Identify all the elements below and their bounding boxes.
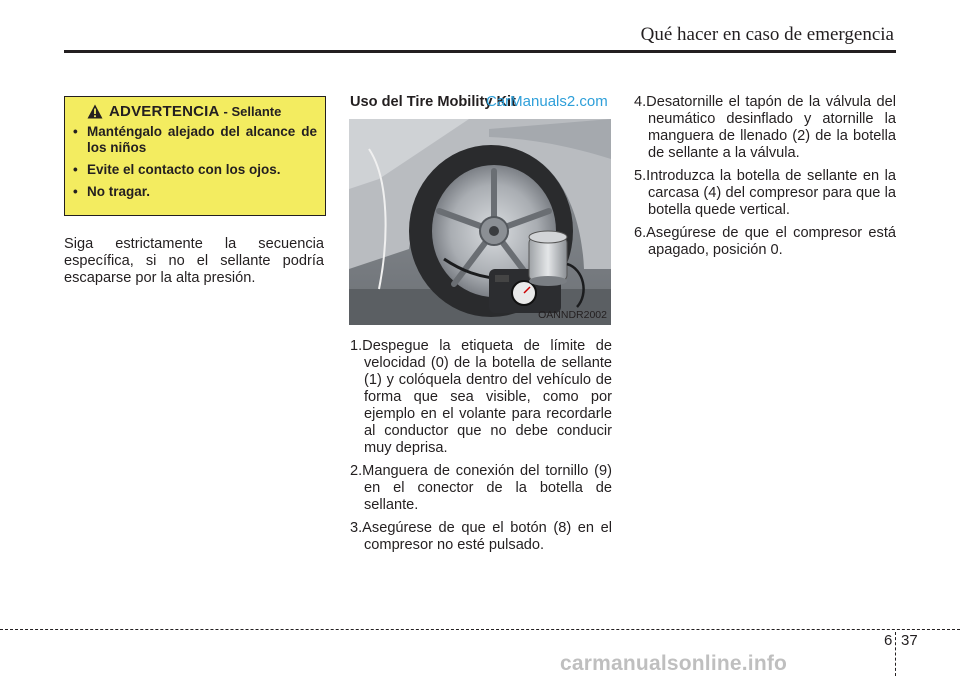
step-item: 6.Asegúrese de que el compresor está apagado, posición 0. — [634, 225, 896, 258]
step-item: 5.Introduzca la botella de sellante en la carcasa (4) del compresor para que la botella quede vertical. — [634, 168, 896, 218]
tire-kit-illustration — [349, 119, 611, 325]
page-header-title: Qué hacer en caso de emergencia — [640, 24, 894, 45]
tire-kit-figure — [349, 119, 611, 325]
warning-box — [64, 96, 326, 216]
page-number: 37 — [901, 632, 918, 649]
step-item: 1.Despegue la etiqueta de límite de velocidad (0) de la botella de sellante (1) y colóquela dentro del vehículo de forma que sea visible, como por ejemplo en el volante para recordarle al conductor que no debe conducir muy deprisa. — [350, 338, 612, 456]
warning-item: • Manténgalo alejado del alcance de los niños — [73, 124, 317, 156]
watermark-text: CarManuals2.com — [486, 93, 608, 110]
page-number-divider — [895, 632, 897, 676]
warning-triangle-icon — [87, 104, 103, 119]
header-rule — [64, 50, 896, 53]
warning-item: • No tragar. — [73, 184, 317, 200]
step-item: 2.Manguera de conexión del tornillo (9) en el conector de la botella de sellante. — [350, 463, 612, 513]
figure-code: OANNDR2002 — [538, 309, 607, 321]
steps-list-col3 — [634, 94, 896, 265]
warning-subtitle: - Sellante — [223, 104, 282, 119]
step-item: 4.Desatornille el tapón de la válvula del neumático desinflado y atornille la manguera de llenado (2) de la botella de sellante a la válvula. — [634, 94, 896, 161]
steps-list-col2 — [350, 338, 612, 560]
chapter-number: 6 — [884, 632, 893, 649]
warning-list — [73, 124, 317, 200]
warning-item: • Evite el contacto con los ojos. — [73, 162, 317, 178]
footer-rule — [0, 629, 960, 630]
body-paragraph: Siga estrictamente la secuencia específica, si no el sellante podría escaparse por la alta presión. — [64, 236, 324, 286]
step-item: 3.Asegúrese de que el botón (8) en el compresor no esté pulsado. — [350, 520, 612, 553]
footer-site-watermark: carmanualsonline.info — [560, 652, 788, 675]
warning-header — [87, 103, 317, 120]
warning-title: ADVERTENCIA — [109, 103, 220, 120]
section-title: Uso del Tire Mobility Kit — [350, 94, 516, 110]
